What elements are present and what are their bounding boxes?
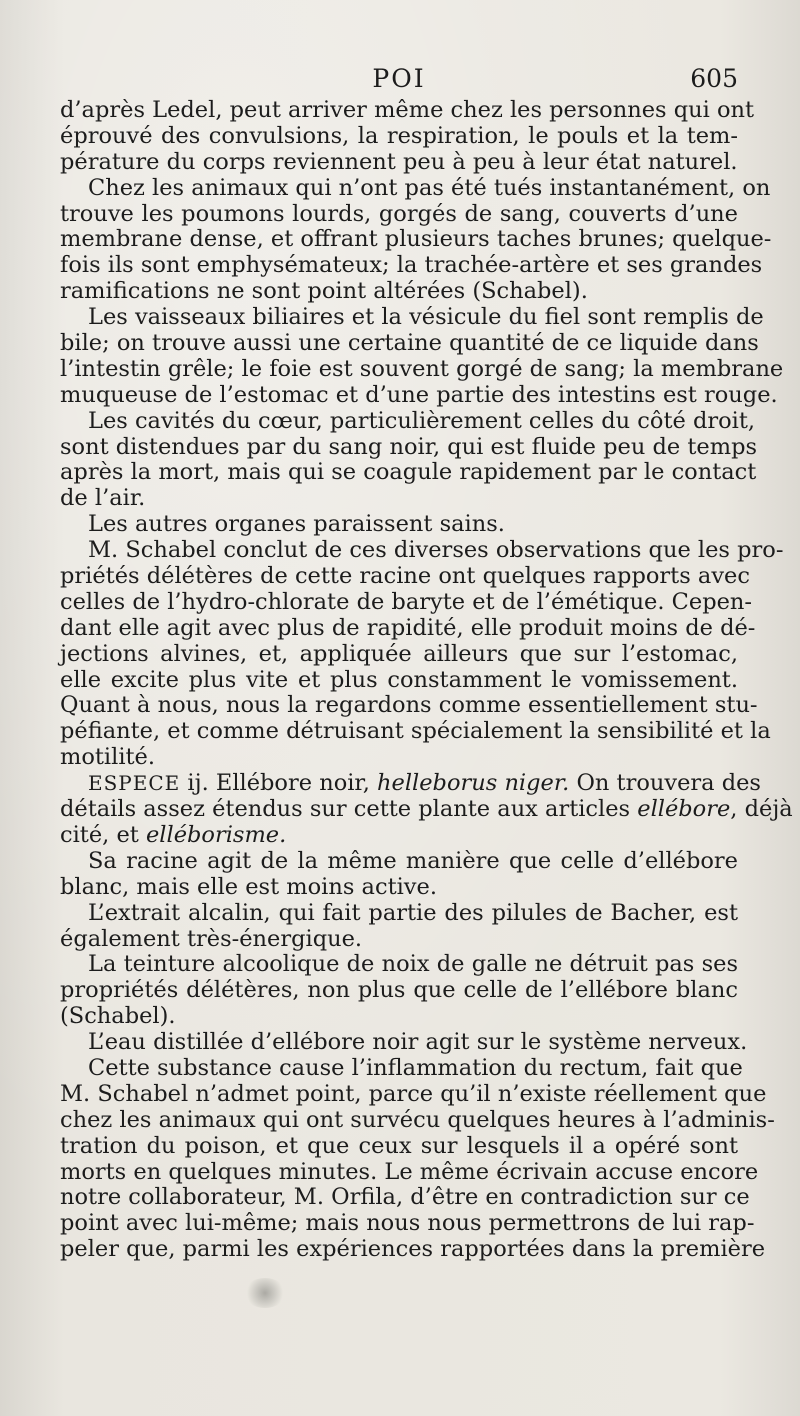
text-line: tration du poison, et que ceux sur lesquels il a opéré sont xyxy=(60,1132,738,1159)
text-line: également très-énergique. xyxy=(60,925,363,952)
text-line: chez les animaux qui ont survécu quelques heures à l’adminis- xyxy=(60,1106,775,1133)
article-reference: ellébore xyxy=(637,796,731,823)
text-line xyxy=(60,796,793,823)
page-number: 605 xyxy=(690,64,738,93)
text-line: peler que, parmi les expériences rapportées dans la première xyxy=(60,1236,766,1263)
text-line: fois ils sont emphysémateux; la trachée-artère et ses grandes xyxy=(60,252,763,279)
text-line: priétés délétères de cette racine ont quelques rapports avec xyxy=(60,563,750,590)
text-line: dant elle agit avec plus de rapidité, elle produit moins de dé- xyxy=(60,614,756,641)
text-line: membrane dense, et offrant plusieurs taches brunes; quelque- xyxy=(60,226,772,253)
text-line: notre collaborateur, M. Orfila, d’être en contradiction sur ce xyxy=(60,1184,750,1211)
text-line: Les vaisseaux biliaires et la vésicule du fiel sont remplis de xyxy=(88,304,764,331)
text-line: Cette substance cause l’inflammation du rectum, fait que xyxy=(88,1054,743,1081)
text-run: détails assez étendus sur cette plante aux articles xyxy=(60,796,631,823)
text-line: jections alvines, et, appliquée ailleurs que sur l’estomac, xyxy=(60,640,738,667)
latin-name: helleborus niger. xyxy=(377,770,570,797)
text-run: cité, et xyxy=(60,821,139,848)
text-line: Quant à nous, nous la regardons comme essentiellement stu- xyxy=(60,692,758,719)
text-line: La teinture alcoolique de noix de galle ne détruit pas ses xyxy=(88,951,738,978)
text-line: après la mort, mais qui se coagule rapidement par le contact xyxy=(60,459,757,486)
text-run: , déjà xyxy=(730,796,793,823)
text-line: pérature du corps reviennent peu à peu à leur état naturel. xyxy=(60,148,738,175)
text-line: éprouvé des convulsions, la respiration, le pouls et la tem- xyxy=(60,122,738,149)
text-line: elle excite plus vite et plus constamment le vomissement. xyxy=(60,666,738,693)
text-line: M. Schabel n’admet point, parce qu’il n’existe réellement que xyxy=(60,1080,767,1107)
text-line: Les cavités du cœur, particulièrement celles du côté droit, xyxy=(88,407,756,434)
espece-heading-line xyxy=(60,770,761,797)
text-line: (Schabel). xyxy=(60,1003,176,1030)
text-line: point avec lui-même; mais nous nous permettrons de lui rap- xyxy=(60,1210,755,1237)
text-line: l’intestin grêle; le foie est souvent gorgé de sang; la membrane xyxy=(60,355,784,382)
text-line: L’eau distillée d’ellébore noir agit sur le système nerveux. xyxy=(88,1029,748,1056)
espece-number: ij. Ellébore noir, xyxy=(187,770,370,797)
text-line: de l’air. xyxy=(60,485,146,512)
body-text xyxy=(60,97,793,1263)
text-line xyxy=(60,823,738,849)
text-line: M. Schabel conclut de ces diverses observations que les pro- xyxy=(88,537,784,564)
text-line: ramifications ne sont point altérées (Schabel). xyxy=(60,278,588,305)
text-line: bile; on trouve aussi une certaine quantité de ce liquide dans xyxy=(60,330,759,357)
text-line: trouve les poumons lourds, gorgés de sang, couverts d’une xyxy=(60,200,738,227)
text-line: muqueuse de l’estomac et d’une partie des intestins est rouge. xyxy=(60,381,778,408)
text-line: propriétés délétères, non plus que celle de l’ellébore blanc xyxy=(60,977,738,1004)
text-line: Sa racine agit de la même manière que celle d’ellébore xyxy=(88,847,738,874)
text-line: L’extrait alcalin, qui fait partie des pilules de Bacher, est xyxy=(88,899,738,926)
espece-rest: On trouvera des xyxy=(576,770,761,797)
article-reference: elléborisme. xyxy=(145,821,287,848)
text-line: Chez les animaux qui n’ont pas été tués instantanément, on xyxy=(88,174,771,201)
espece-label: ESPECE xyxy=(88,771,181,796)
text-line: celles de l’hydro-chlorate de baryte et de l’émétique. Cepen- xyxy=(60,588,753,615)
text-line: péfiante, et comme détruisant spécialement la sensibilité et la xyxy=(60,718,771,745)
text-line: Les autres organes paraissent sains. xyxy=(88,511,505,538)
text-line: sont distendues par du sang noir, qui est fluide peu de temps xyxy=(60,433,758,460)
text-line: d’après Ledel, peut arriver même chez les personnes qui ont xyxy=(60,97,755,123)
text-line: blanc, mais elle est moins active. xyxy=(60,873,437,900)
text-line: motilité. xyxy=(60,744,156,771)
paper-stain xyxy=(244,1278,286,1308)
running-head: POI xyxy=(372,64,426,93)
text-line: morts en quelques minutes. Le même écrivain accuse encore xyxy=(60,1158,759,1185)
page-header xyxy=(60,64,738,98)
